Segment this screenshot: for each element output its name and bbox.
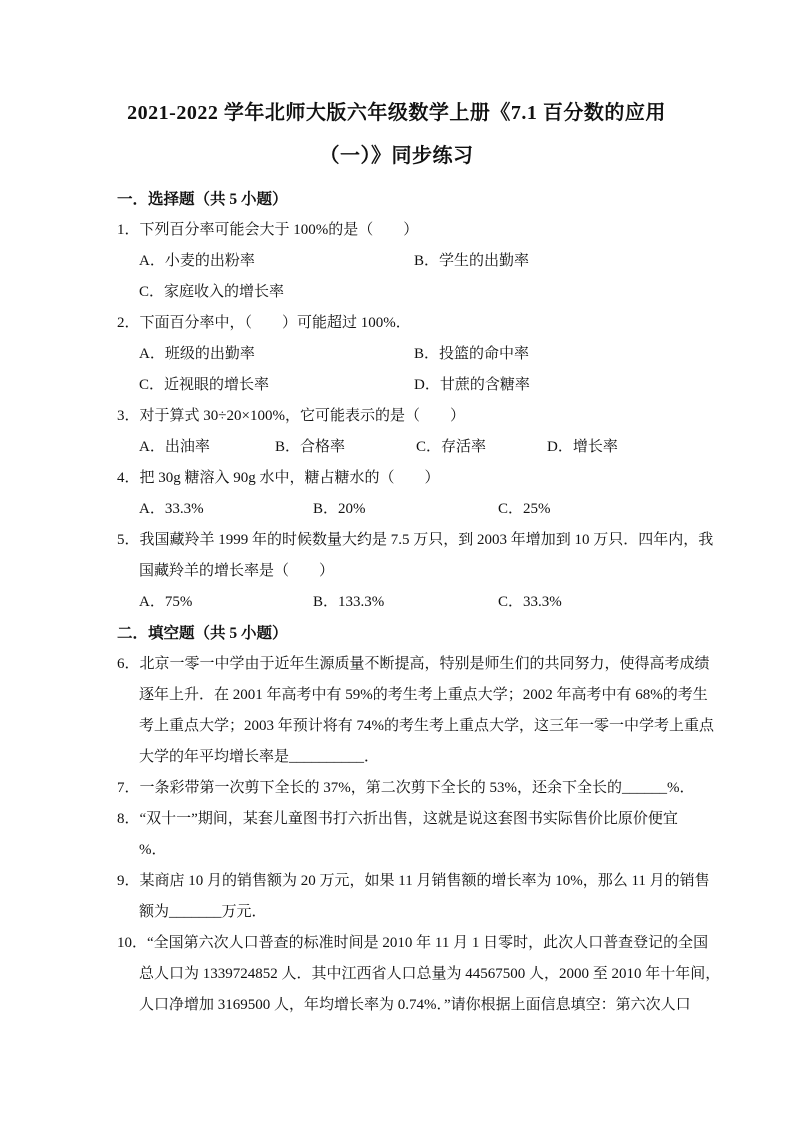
question-4-number: 4． (117, 470, 140, 486)
question-6-text-line-3: 考上重点大学；2003 年预计将有 74%的考生考上重点大学，这三年一零一中学考上重点 (139, 718, 714, 734)
question-10 (117, 928, 709, 959)
question-2 (117, 308, 683, 339)
question-7 (117, 773, 695, 804)
question-3-option-d: D．增长率 (547, 439, 618, 455)
question-3-text: 对于算式 30÷20×100%，它可能表示的是（ ） (139, 408, 465, 424)
page-title-line-2: （一）》同步练习 (319, 145, 474, 167)
question-7-number: 7． (117, 780, 140, 796)
question-8 (117, 804, 683, 835)
question-2-option-b: B．投篮的命中率 (414, 346, 530, 362)
question-1-option-a: A．小麦的出粉率 (139, 253, 255, 269)
question-3 (117, 401, 683, 432)
question-1-number: 1． (117, 222, 140, 238)
question-2-options-row-1 (117, 339, 683, 370)
page-title (0, 92, 793, 178)
question-4 (117, 463, 683, 494)
section-1-heading: 一．选择题（共 5 小题） (117, 191, 288, 208)
question-4-options-row (117, 494, 683, 525)
question-8-number: 8． (117, 811, 140, 827)
question-4-option-a: A．33.3% (139, 501, 204, 517)
question-4-option-b: B．20% (313, 501, 366, 517)
question-9 (117, 866, 710, 897)
question-5-option-a: A．75% (139, 594, 193, 610)
question-10-text: “全国第六次人口普查的标准时间是 2010 年 11 月 1 日零时，此次人口普查登记的全国 (147, 935, 709, 951)
question-5-text-line-2: 国藏羚羊的增长率是（ ） (139, 563, 335, 579)
question-10-text-line-3: 人口净增加 3169500 人，年均增长率为 0.74%．”请你根据上面信息填空：第六次人口 (139, 997, 691, 1013)
question-6 (117, 649, 710, 680)
question-8-text: “双十一”期间，某套儿童图书打六折出售，这就是说这套图书实际售价比原价便宜 (139, 811, 678, 827)
question-4-option-c: C．25% (498, 501, 551, 517)
question-3-number: 3． (117, 408, 140, 424)
question-1 (117, 215, 683, 246)
question-1-option-c: C．家庭收入的增长率 (139, 284, 285, 300)
question-1-option-b: B．学生的出勤率 (414, 253, 530, 269)
question-5 (117, 525, 714, 556)
question-9-text: 某商店 10 月的销售额为 20 万元，如果 11 月销售额的增长率为 10%，那么 11 月的销售 (139, 873, 710, 889)
question-3-option-a: A．出油率 (139, 439, 210, 455)
question-5-option-b: B．133.3% (313, 594, 385, 610)
question-7-text: 一条彩带第一次剪下全长的 37%，第二次剪下全长的 53%，还余下全长的______%． (139, 780, 695, 796)
question-5-options-row (117, 587, 683, 618)
question-3-options-row (117, 432, 683, 463)
question-6-number: 6． (117, 656, 140, 672)
question-10-text-line-2: 总人口为 1339724852 人．其中江西省人口总量为 44567500 人，2000 至 2010 年十年间， (139, 966, 721, 982)
page-title-line-1: 2021-2022 学年北师大版六年级数学上册《7.1 百分数的应用 (127, 102, 666, 124)
question-1-text: 下列百分率可能会大于 100%的是（ ） (139, 222, 419, 238)
question-10-number: 10． (117, 935, 148, 951)
question-5-option-c: C．33.3% (498, 594, 562, 610)
section-2-heading: 二．填空题（共 5 小题） (117, 625, 288, 642)
question-2-option-a: A．班级的出勤率 (139, 346, 255, 362)
question-3-option-b: B．合格率 (275, 439, 346, 455)
question-3-option-c: C．存活率 (416, 439, 487, 455)
question-6-text-line-2: 逐年上升．在 2001 年高考中有 59%的考生考上重点大学；2002 年高考中有 68%的考生 (139, 687, 708, 703)
question-2-option-c: C．近视眼的增长率 (139, 377, 270, 393)
worksheet-body (117, 184, 721, 1021)
question-5-number: 5． (117, 532, 140, 548)
question-6-text-line-4: 大学的年平均增长率是__________． (139, 749, 380, 765)
question-5-text: 我国藏羚羊 1999 年的时候数量大约是 7.5 万只，到 2003 年增加到 10 万只．四年内，我 (139, 532, 714, 548)
question-1-options-row-2 (117, 277, 683, 308)
question-2-text: 下面百分率中，（ ）可能超过 100%． (139, 315, 411, 331)
question-2-number: 2． (117, 315, 140, 331)
question-2-option-d: D．甘蔗的含糖率 (414, 377, 530, 393)
question-1-options-row-1 (117, 246, 683, 277)
question-9-number: 9． (117, 873, 140, 889)
question-8-text-line-2: %． (139, 842, 167, 858)
question-9-text-line-2: 额为_______万元． (139, 904, 267, 920)
question-2-options-row-2 (117, 370, 683, 401)
question-4-text: 把 30g 糖溶入 90g 水中，糖占糖水的（ ） (139, 470, 440, 486)
question-6-text: 北京一零一中学由于近年生源质量不断提高，特别是师生们的共同努力，使得高考成绩 (139, 656, 710, 672)
